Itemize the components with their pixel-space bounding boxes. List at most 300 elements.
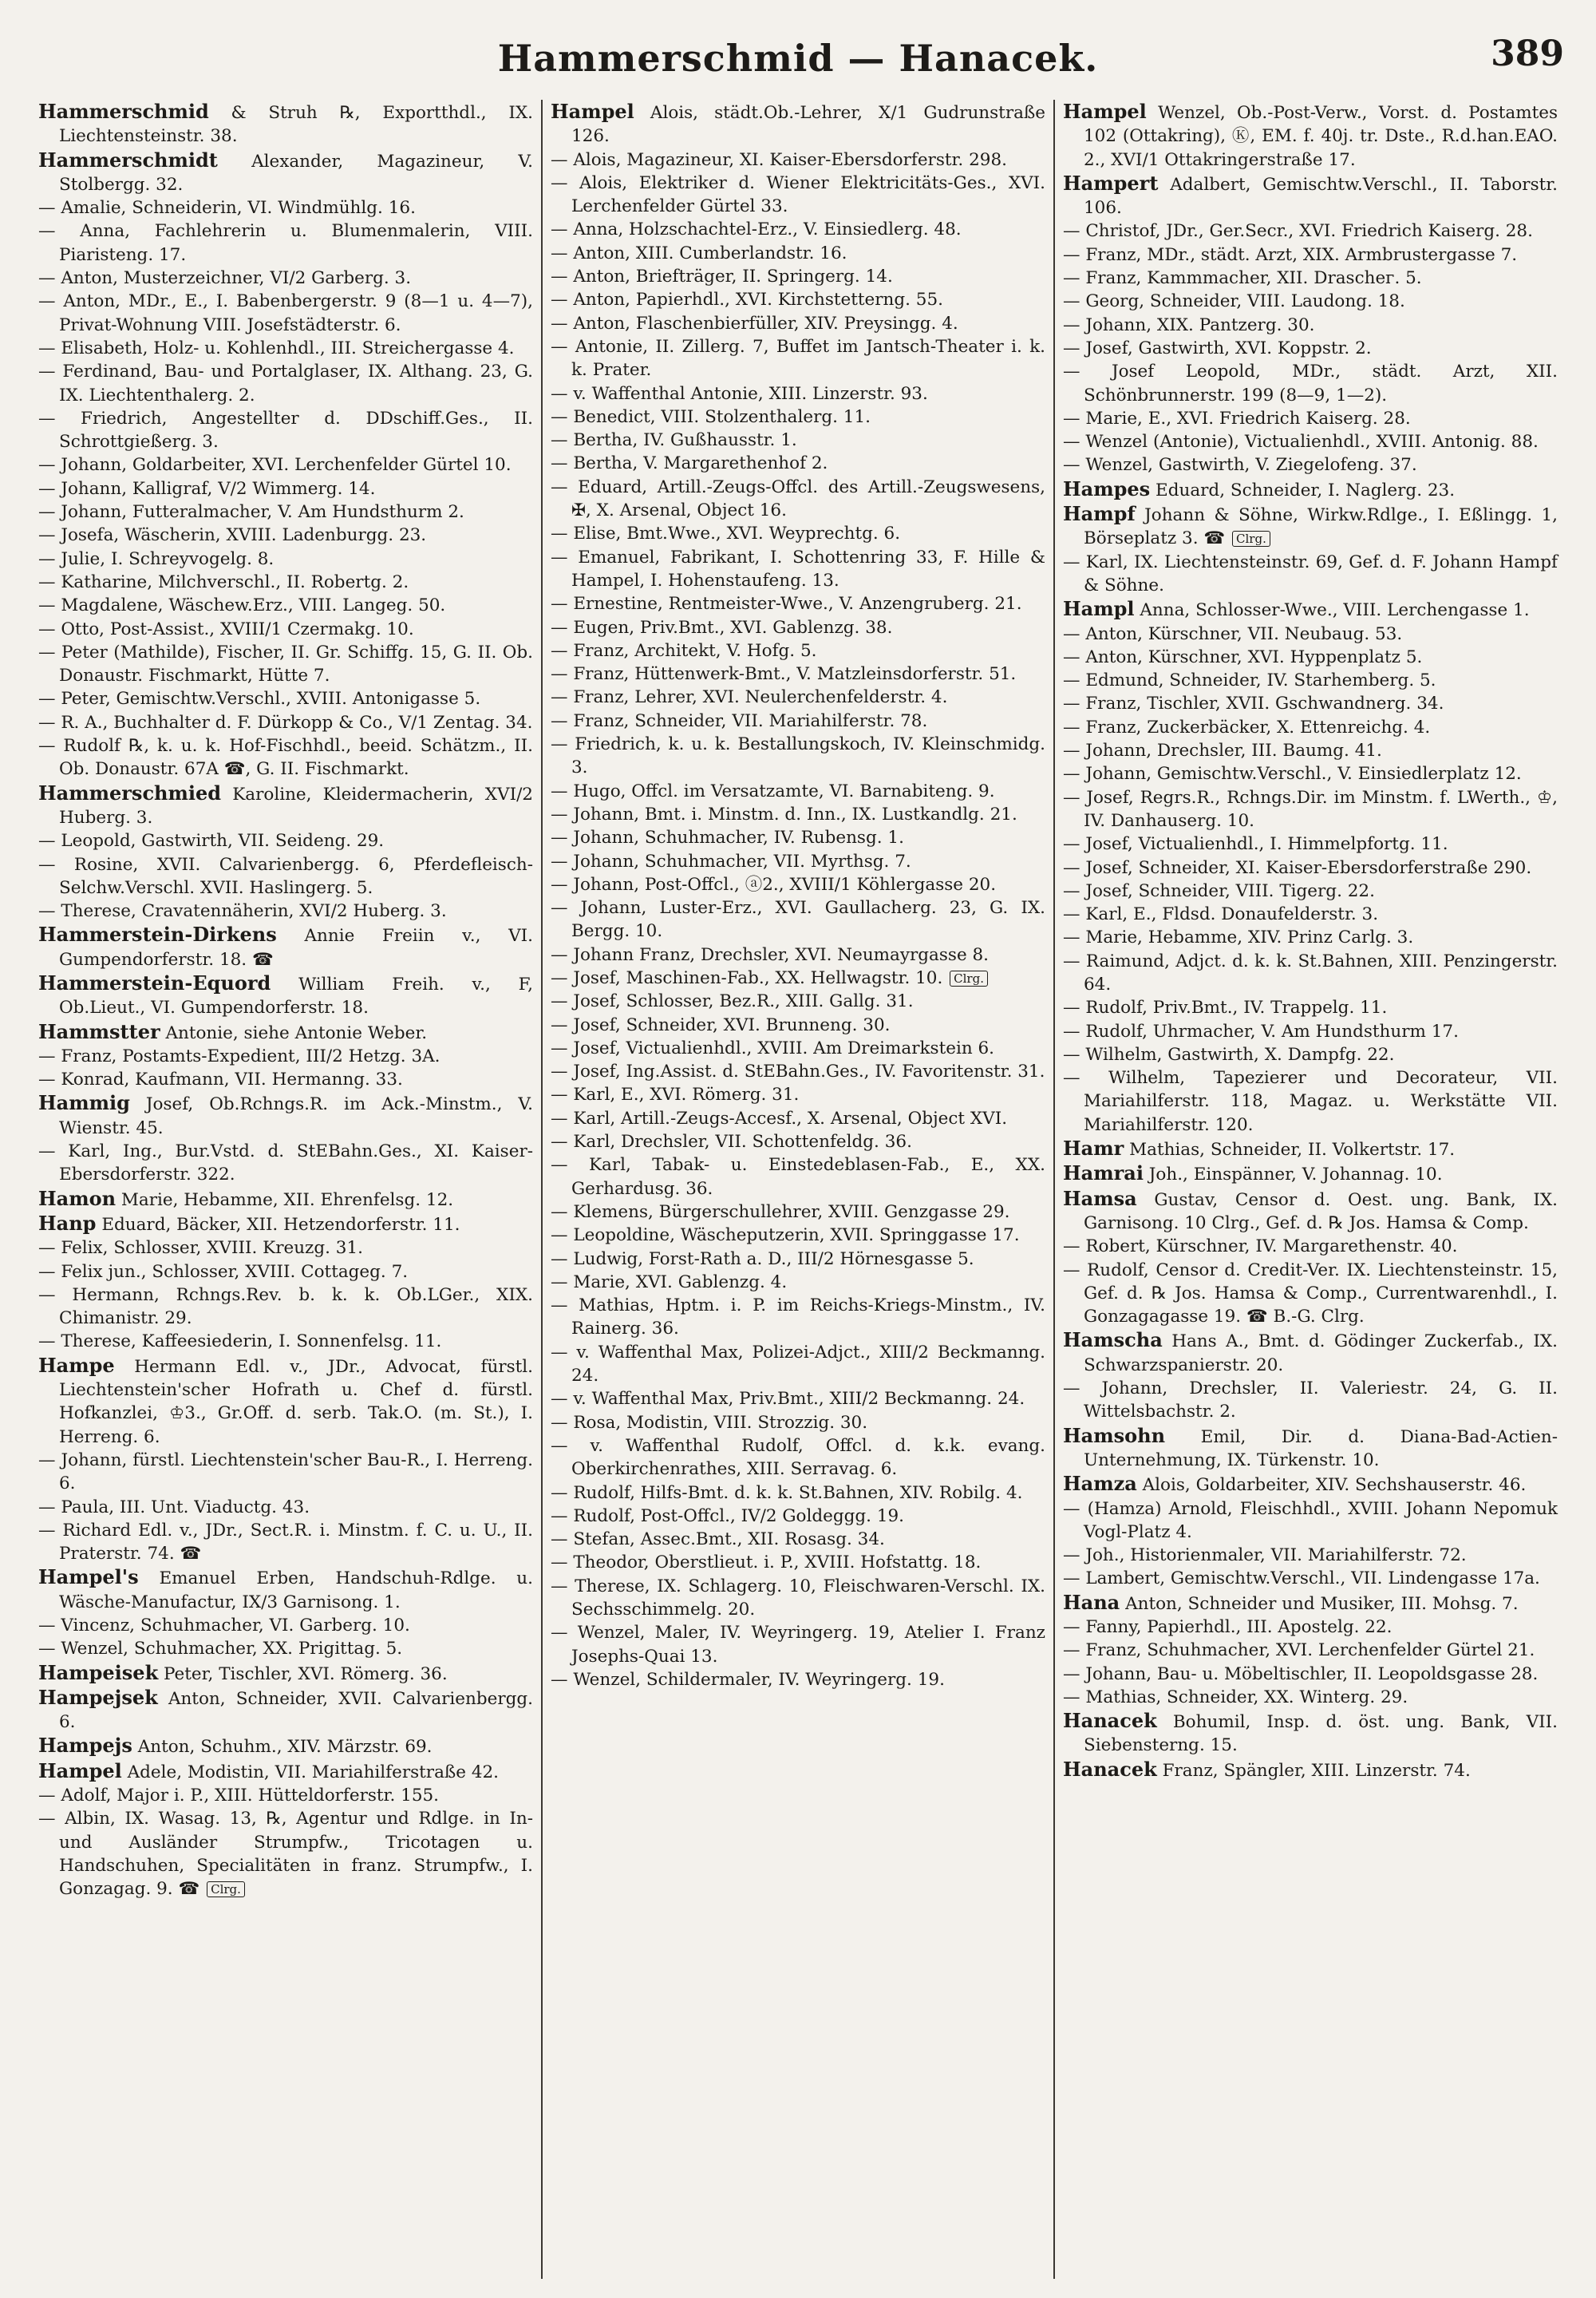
directory-entry <box>38 1068 533 1091</box>
entry-text: — Stefan, Assec.Bmt., XII. Rosasg. 34. <box>551 1529 885 1550</box>
directory-entry <box>1063 1328 1558 1377</box>
entry-text: — v. Waffenthal Max, Polizei-Adjct., XIII/2 Beckmanng. 24. <box>551 1342 1045 1386</box>
directory-entry <box>1063 314 1558 337</box>
clearing-badge: Clrg. <box>1232 531 1270 547</box>
directory-entry <box>38 477 533 500</box>
directory-entry <box>1063 502 1558 551</box>
directory-entry <box>551 1107 1045 1130</box>
directory-entry <box>1063 1497 1558 1545</box>
directory-entry <box>551 592 1045 615</box>
directory-entry <box>1063 1020 1558 1043</box>
directory-entry <box>551 1341 1045 1388</box>
directory-entry <box>551 522 1045 545</box>
directory-entry <box>1063 172 1558 220</box>
entry-surname: Hampl <box>1063 597 1135 621</box>
directory-entry <box>1063 903 1558 926</box>
entry-text: — Rosine, XVII. Calvarienbergg. 6, Pferdefleisch-Selchw.Verschl. XVII. Haslingerg. 5. <box>38 854 533 898</box>
entry-text: — Christof, JDr., Ger.Secr., XVI. Friedrich Kaiserg. 28. <box>1063 221 1533 242</box>
directory-entry <box>38 196 533 220</box>
entry-text: — Franz, Architekt, V. Hofg. 5. <box>551 640 817 661</box>
entry-text: — v. Waffenthal Rudolf, Offcl. d. k.k. evang. Oberkirchenrathes, XIII. Serravag. 6. <box>551 1435 1045 1480</box>
directory-entry <box>551 873 1045 896</box>
entry-surname: Hamrai <box>1063 1161 1144 1185</box>
directory-entry <box>551 1037 1045 1060</box>
entry-text: — Theodor, Oberstlieut. i. P., XVIII. Hofstattg. 18. <box>551 1552 982 1573</box>
entry-text: Bohumil, Insp. d. öst. ung. Bank, VII. Siebensterng. 15. <box>1084 1712 1558 1756</box>
entry-text: — Karl, Tabak- u. Einstedeblasen-Fab., E., XX. Gerhardusg. 36. <box>551 1155 1045 1199</box>
directory-entry <box>38 267 533 290</box>
entry-text: — Felix jun., Schlosser, XVIII. Cottageg. 7. <box>38 1261 409 1282</box>
entry-text: — Paula, III. Unt. Viaductg. 43. <box>38 1497 310 1517</box>
directory-entry <box>551 780 1045 803</box>
directory-entry <box>551 1271 1045 1294</box>
entry-text: — Therese, Kaffeesiederin, I. Sonnenfelsg. 11. <box>38 1331 442 1352</box>
directory-entry <box>38 1637 533 1660</box>
entry-text: — Josef, Victualienhdl., XVIII. Am Dreimarkstein 6. <box>551 1038 995 1058</box>
directory-entry <box>1063 430 1558 453</box>
entry-text: — Konrad, Kaufmann, VII. Hermanng. 33. <box>38 1070 403 1090</box>
entry-text: Hermann Edl. v., JDr., Advocat, fürstl. Liechtenstein'scher Hofrath u. Chef d. fürstl. Hofkanzlei, ♔3., Gr.Off. d. serb. Tak.O. (m. St.), I. Herreng. 6. <box>59 1356 533 1447</box>
entry-text: — Johann, Futteralmacher, V. Am Hundsthurm 2. <box>38 502 464 523</box>
directory-entry <box>551 1551 1045 1574</box>
directory-entry <box>1063 646 1558 669</box>
entry-text: — Karl, Drechsler, VII. Schottenfeldg. 36. <box>551 1132 912 1153</box>
directory-entry <box>1063 786 1558 833</box>
directory-entry <box>1063 1616 1558 1639</box>
entry-surname: Hampejsek <box>38 1685 158 1709</box>
directory-entry <box>1063 716 1558 739</box>
entry-text: — Josef, Schneider, XVI. Brunneng. 30. <box>551 1015 891 1035</box>
entry-surname: Hampes <box>1063 477 1151 500</box>
directory-entry <box>551 710 1045 733</box>
directory-entry <box>38 1807 533 1900</box>
directory-entry <box>38 290 533 337</box>
entry-surname: Hampert <box>1063 171 1159 195</box>
entry-surname: Hammerstein-Equord <box>38 971 271 995</box>
entry-text: — Johann, Schuhmacher, VII. Myrthsg. 7. <box>551 851 911 872</box>
entry-text: — v. Waffenthal Antonie, XIII. Linzerstr. 93. <box>551 383 928 404</box>
entry-text: — Franz, Tischler, XVII. Gschwandnerg. 34. <box>1063 694 1444 714</box>
entry-text: Wenzel, Ob.-Post-Verw., Vorst. d. Postamtes 102 (Ottakring), Ⓚ, EM. f. 40j. tr. Dste., R.d.han.EAO. 2., XVI/1 Ottakringerstraße 17. <box>1084 103 1558 170</box>
directory-entry <box>1063 360 1558 407</box>
entry-text: — Fanny, Papierhdl., III. Apostelg. 22. <box>1063 1617 1393 1637</box>
page-header <box>32 32 1564 88</box>
entry-text: — Johann, fürstl. Liechtenstein'scher Bau-R., I. Herreng. 6. <box>38 1450 533 1494</box>
directory-entry <box>1063 762 1558 785</box>
directory-entry <box>1063 1259 1558 1329</box>
entry-text: — Antonie, II. Zillerg. 7, Buffet im Jantsch-Theater i. k. k. Prater. <box>551 336 1045 381</box>
entry-text: — Johann Franz, Drechsler, XVI. Neumayrgasse 8. <box>551 944 990 965</box>
entry-text: — Johann, Gemischtw.Verschl., V. Einsiedlerplatz 12. <box>1063 764 1522 785</box>
entry-text: Johann & Söhne, Wirkw.Rdlge., I. Eßlingg. 1, Börseplatz 3. ☎ <box>1084 505 1558 549</box>
directory-entry <box>38 1330 533 1353</box>
directory-entry <box>551 733 1045 780</box>
entry-text: Eduard, Schneider, I. Naglerg. 23. <box>1156 480 1456 500</box>
directory-entry <box>1063 407 1558 430</box>
entry-text: — Vincenz, Schuhmacher, VI. Garberg. 10. <box>38 1616 410 1635</box>
entry-text: — Therese, IX. Schlagerg. 10, Fleischwaren-Verschl. IX. Sechsschimmelg. 20. <box>551 1576 1045 1620</box>
entry-text: — Anton, Kürschner, XVI. Hyppenplatz 5. <box>1063 647 1423 667</box>
directory-entry <box>551 1014 1045 1037</box>
directory-entry <box>1063 1043 1558 1066</box>
entry-text: — Josef, Schneider, XI. Kaiser-Ebersdorferstraße 290. <box>1063 857 1532 878</box>
entry-surname: Hanp <box>38 1211 97 1235</box>
entry-text: — Elise, Bmt.Wwe., XVI. Weyprechtg. 6. <box>551 524 901 544</box>
clearing-badge: Clrg. <box>950 971 988 987</box>
entry-text: Joh., Einspänner, V. Johannag. 10. <box>1148 1165 1443 1185</box>
directory-entry <box>38 100 533 148</box>
directory-entry <box>551 1153 1045 1200</box>
directory-entry <box>551 990 1045 1013</box>
entry-text: — R. A., Buchhalter d. F. Dürkopp & Co., V/1 Zentag. 34. <box>38 712 533 733</box>
directory-entry <box>38 971 533 1020</box>
directory-entry <box>551 686 1045 709</box>
directory-entry <box>38 1260 533 1283</box>
directory-entry <box>1063 833 1558 856</box>
directory-entry <box>551 1083 1045 1106</box>
entry-surname: Hana <box>1063 1590 1120 1614</box>
entry-text: — Josef, Regrs.R., Rchngs.Dir. im Minstm. f. LWerth., ♔, IV. Danhauserg. 10. <box>1063 787 1558 831</box>
entry-text: — Anton, Kürschner, VII. Neubaug. 53. <box>1063 623 1403 644</box>
directory-entry <box>551 1387 1045 1410</box>
entry-surname: Hampe <box>38 1353 115 1377</box>
directory-column-2 <box>541 100 1053 2279</box>
entry-surname: Hammstter <box>38 1019 160 1043</box>
entry-text: — Anna, Holzschachtel-Erz., V. Einsiedlerg. 48. <box>551 220 962 240</box>
directory-entry <box>551 663 1045 686</box>
entry-text: — Elisabeth, Holz- u. Kohlenhdl., III. Streichergasse 4. <box>38 338 515 358</box>
directory-entry <box>551 1294 1045 1341</box>
entry-text: — Otto, Post-Assist., XVIII/1 Czermakg. 10. <box>38 619 414 639</box>
directory-entry <box>1063 926 1558 949</box>
entry-text: Anton, Schneider und Musiker, III. Mohsg. 7. <box>1125 1593 1519 1614</box>
directory-entry <box>551 1434 1045 1481</box>
entry-text: Gustav, Censor d. Oest. ung. Bank, IX. Garnisong. 10 Clrg., Gef. d. ℞ Jos. Hamsa & Comp. <box>1084 1189 1558 1233</box>
entry-text: — Franz, Zuckerbäcker, X. Ettenreichg. 4. <box>1063 717 1431 738</box>
entry-text: — Lambert, Gemischtw.Verschl., VII. Lindengasse 17a. <box>1063 1568 1540 1589</box>
entry-text: — Marie, Hebamme, XIV. Prinz Carlg. 3. <box>1063 928 1414 948</box>
directory-entry <box>551 826 1045 849</box>
directory-entry <box>38 923 533 971</box>
directory-entry <box>1063 880 1558 903</box>
entry-text: — Alois, Elektriker d. Wiener Elektricitäts-Ges., XVI. Lerchenfelder Gürtel 33. <box>551 172 1045 217</box>
directory-entry <box>1063 996 1558 1019</box>
directory-entry <box>551 148 1045 172</box>
directory-entry <box>38 571 533 594</box>
entry-text: — Rudolf ℞, k. u. k. Hof-Fischhdl., beeid. Schätzm., II. Ob. Donaustr. 67A ☎, G. II. Fischmarkt. <box>38 736 533 780</box>
directory-entry <box>551 335 1045 382</box>
directory-entry <box>38 1187 533 1212</box>
entry-text: Franz, Spängler, XIII. Linzerstr. 74. <box>1162 1760 1471 1781</box>
entry-text: — v. Waffenthal Max, Priv.Bmt., XIII/2 Beckmanng. 24. <box>551 1389 1025 1410</box>
directory-entry <box>1063 1686 1558 1709</box>
directory-entry <box>1063 669 1558 692</box>
directory-entry <box>1063 856 1558 880</box>
entry-surname: Hamsa <box>1063 1186 1137 1210</box>
entry-text: — Johann, Goldarbeiter, XVI. Lerchenfelder Gürtel 10. <box>38 455 512 476</box>
entry-text: — (Hamza) Arnold, Fleischhdl., XVIII. Johann Nepomuk Vogl-Platz 4. <box>1063 1498 1558 1542</box>
entry-text: — Eduard, Artill.-Zeugs-Offcl. des Artill.-Zeugswesens, ✠, X. Arsenal, Object 16. <box>551 477 1045 521</box>
entry-surname: Hamr <box>1063 1137 1124 1161</box>
entry-text: — Franz, Postamts-Expedient, III/2 Hetzg. 3A. <box>38 1046 440 1066</box>
directory-entry <box>38 524 533 547</box>
entry-text: — Josef, Gastwirth, XVI. Koppstr. 2. <box>1063 338 1372 358</box>
entry-text: — Karl, E., Fldsd. Donaufelderstr. 3. <box>1063 904 1379 925</box>
directory-entry <box>1063 551 1558 598</box>
directory-entry <box>38 148 533 197</box>
entry-text: — Wilhelm, Tapezierer und Decorateur, VII. Mariahilferstr. 118, Magaz. u. Werkstätte VII. Mariahilferstr. 120. <box>1063 1068 1558 1135</box>
directory-entry <box>1063 477 1558 502</box>
entry-text: Adele, Modistin, VII. Mariahilferstraße 42. <box>127 1762 500 1782</box>
entry-text: Antonie, siehe Antonie Weber. <box>165 1022 428 1043</box>
entry-text: — Joh., Historienmaler, VII. Mariahilferstr. 72. <box>1063 1545 1467 1566</box>
directory-entry <box>38 1449 533 1496</box>
entry-text: — Karl, IX. Liechtensteinstr. 69, Gef. d. F. Johann Hampf & Söhne. <box>1063 552 1558 595</box>
entry-text: — Emanuel, Fabrikant, I. Schottenring 33, F. Hille & Hampel, I. Hohenstaufeng. 13. <box>551 547 1045 591</box>
entry-text: — Klemens, Bürgerschullehrer, XVIII. Genzgasse 29. <box>551 1201 1010 1222</box>
directory-entry <box>38 220 533 267</box>
entry-surname: Hampel <box>551 100 634 123</box>
directory-entry <box>1063 220 1558 243</box>
entry-text: — Magdalene, Wäschew.Erz., VIII. Langeg. 50. <box>38 595 446 616</box>
entry-text: — Rosa, Modistin, VIII. Strozzig. 30. <box>551 1412 868 1433</box>
entry-text: — Felix, Schlosser, XVIII. Kreuzg. 31. <box>38 1238 363 1259</box>
entry-surname: Hampel <box>1063 100 1147 123</box>
directory-entry <box>1063 1187 1558 1236</box>
directory-entry <box>1063 337 1558 360</box>
entry-text: — Johann, XIX. Pantzerg. 30. <box>1063 314 1315 335</box>
directory-entry <box>38 500 533 524</box>
entry-text: — Wenzel, Schildermaler, IV. Weyringerg. 19. <box>551 1669 945 1690</box>
entry-surname: Hamscha <box>1063 1328 1163 1352</box>
clearing-badge: Clrg. <box>207 1881 245 1897</box>
directory-entry <box>551 1224 1045 1247</box>
entry-text: — Johann, Post-Offcl., ⓐ2., XVIII/1 Köhlergasse 20. <box>551 874 997 895</box>
entry-text: Mathias, Schneider, II. Volkertstr. 17. <box>1129 1140 1456 1161</box>
directory-entry <box>1063 623 1558 646</box>
directory-entry <box>1063 100 1558 172</box>
directory-entry <box>551 639 1045 663</box>
entry-text: Emil, Dir. d. Diana-Bad-Actien-Unternehmung, IX. Türkenstr. 10. <box>1084 1426 1558 1470</box>
directory-entry <box>1063 739 1558 762</box>
directory-column-1 <box>30 100 541 2279</box>
entry-text: — Karl, Artill.-Zeugs-Accesf., X. Arsenal, Object XVI. <box>551 1108 1008 1129</box>
directory-entry <box>551 312 1045 335</box>
entry-text: — Johann, Drechsler, III. Baumg. 41. <box>1063 741 1382 761</box>
directory-entry <box>1063 1137 1558 1161</box>
directory-entry <box>551 1060 1045 1083</box>
entry-text: — Anton, XIII. Cumberlandstr. 16. <box>551 243 847 263</box>
directory-entry <box>38 781 533 830</box>
directory-entry <box>38 453 533 477</box>
directory-entry <box>1063 453 1558 477</box>
directory-entry <box>38 1661 533 1686</box>
directory-entry <box>1063 1591 1558 1616</box>
entry-text: — Ferdinand, Bau- und Portalglaser, IX. Althang. 23, G. IX. Liechtenthalerg. 2. <box>38 362 533 405</box>
entry-text: — Friedrich, Angestellter d. DDschiff.Ges., II. Schrottgießerg. 3. <box>38 408 533 453</box>
directory-entry <box>1063 1567 1558 1590</box>
entry-surname: Hamza <box>1063 1472 1137 1496</box>
entry-text: — Josef, Victualienhdl., I. Himmelpfortg. 11. <box>1063 834 1448 855</box>
directory-entry <box>551 1575 1045 1622</box>
entry-text: — Josef, Schneider, VIII. Tigerg. 22. <box>1063 880 1375 901</box>
entry-text: — Leopoldine, Wäscheputzerin, XVII. Springgasse 17. <box>551 1225 1020 1246</box>
entry-text: — Rudolf, Priv.Bmt., IV. Trappelg. 11. <box>1063 998 1388 1018</box>
entry-surname: Hammig <box>38 1091 130 1115</box>
entry-text: — Rudolf, Post-Offcl., IV/2 Goldeggg. 19. <box>551 1505 905 1526</box>
entry-text: — Anton, Papierhdl., XVI. Kirchstetterng. 55. <box>551 290 944 310</box>
directory-entry <box>1063 950 1558 997</box>
directory-entry <box>1063 1639 1558 1662</box>
entry-text: — Peter, Gemischtw.Verschl., XVIII. Antonigasse 5. <box>38 689 481 710</box>
directory-entry <box>551 850 1045 873</box>
directory-entry <box>38 1686 533 1734</box>
directory-entry <box>551 1505 1045 1528</box>
entry-text: — Josef, Maschinen-Fab., XX. Hellwagstr. 10. <box>551 967 943 988</box>
entry-text: — Edmund, Schneider, IV. Starhemberg. 5. <box>1063 670 1436 691</box>
entry-text: — Friedrich, k. u. k. Bestallungskoch, IV. Kleinschmidg. 3. <box>551 734 1045 778</box>
directory-entry <box>1063 1235 1558 1258</box>
directory-entry <box>551 476 1045 523</box>
entry-text: — Leopold, Gastwirth, VII. Seideng. 29. <box>38 831 385 852</box>
entry-text: — Rudolf, Hilfs-Bmt. d. k. k. St.Bahnen, XIV. Robilg. 4. <box>551 1482 1023 1503</box>
directory-entry <box>551 1481 1045 1505</box>
entry-text: Alexander, Magazineur, V. Stolbergg. 32. <box>59 151 533 195</box>
directory-entry <box>38 1614 533 1637</box>
entry-text: Anton, Schneider, XVII. Calvarienbergg. 6. <box>59 1688 533 1733</box>
entry-text: Eduard, Bäcker, XII. Hetzendorferstr. 11. <box>101 1214 460 1235</box>
directory-entry <box>38 711 533 734</box>
directory-entry <box>551 288 1045 311</box>
directory-entry <box>38 1020 533 1045</box>
entry-surname: Hamon <box>38 1186 117 1210</box>
entry-surname: Hammerschmidt <box>38 148 218 172</box>
directory-entry <box>551 1130 1045 1153</box>
directory-entry <box>551 1248 1045 1271</box>
entry-text: — Anton, Musterzeichner, VI/2 Garberg. 3. <box>38 268 412 289</box>
directory-entry <box>1063 1066 1558 1137</box>
entry-text: Karoline, Kleidermacherin, XVI/2 Huberg. 3. <box>59 784 533 828</box>
directory-entry <box>38 1734 533 1758</box>
entry-text: — Bertha, V. Margarethenhof 2. <box>551 453 828 474</box>
entry-text: — Amalie, Schneiderin, VI. Windmühlg. 16. <box>38 198 416 219</box>
directory-entry <box>551 172 1045 219</box>
directory-entry <box>38 900 533 923</box>
directory-entry <box>38 734 533 781</box>
entry-text: — Adolf, Major i. P., XIII. Hütteldorferstr. 155. <box>38 1786 440 1806</box>
entry-text: Anton, Schuhm., XIV. Märzstr. 69. <box>137 1737 433 1758</box>
directory-entry <box>38 1759 533 1784</box>
directory-entry <box>38 1236 533 1260</box>
directory-entry <box>38 1283 533 1331</box>
entry-text: — Georg, Schneider, VIII. Laudong. 18. <box>1063 291 1405 312</box>
directory-entry <box>551 1200 1045 1224</box>
entry-text: — Hugo, Offcl. im Versatzamte, VI. Barnabiteng. 9. <box>551 781 995 801</box>
directory-entry <box>38 829 533 852</box>
directory-entry <box>38 1519 533 1566</box>
directory-entry <box>1063 1663 1558 1686</box>
entry-text: — Marie, XVI. Gablenzg. 4. <box>551 1272 788 1292</box>
entry-text: Hans A., Bmt. d. Gödinger Zuckerfab., IX. Schwarzspanierstr. 20. <box>1084 1331 1558 1375</box>
entry-text: — Katharine, Milchverschl., II. Robertg. 2. <box>38 572 409 592</box>
entry-text: — Karl, E., XVI. Römerg. 31. <box>551 1085 800 1105</box>
entry-text: Adalbert, Gemischtw.Verschl., II. Taborstr. 106. <box>1084 174 1558 219</box>
entry-text: — Rudolf, Censor d. Credit-Ver. IX. Liechtensteinstr. 15, Gef. d. ℞ Jos. Hamsa & Comp., Currentwarenhdl., I. Gonzagagasse 19. ☎ B.-G. Clrg. <box>1063 1260 1558 1327</box>
entry-text: — Johann, Bmt. i. Minstm. d. Inn., IX. Lustkandlg. 21. <box>551 804 1017 825</box>
directory-entry <box>1063 1758 1558 1782</box>
entry-text: Alois, städt.Ob.-Lehrer, X/1 Gudrunstraße 126. <box>571 103 1046 147</box>
directory-entry <box>551 218 1045 241</box>
entry-text: & Struh ℞, Exportthdl., IX. Liechtensteinstr. 38. <box>59 103 533 147</box>
directory-entry <box>1063 692 1558 715</box>
directory-entry <box>38 1496 533 1519</box>
entry-text: — Franz, Lehrer, XVI. Neulerchenfelderstr. 4. <box>551 687 948 708</box>
entry-text: — Therese, Cravatennäherin, XVI/2 Huberg. 3. <box>38 901 447 922</box>
entry-surname: Hanacek <box>1063 1757 1157 1781</box>
entry-text: — Wenzel, Gastwirth, V. Ziegelofeng. 37. <box>1063 455 1417 476</box>
directory-entry <box>551 1528 1045 1551</box>
directory-entry <box>1063 1544 1558 1567</box>
entry-text: — Wenzel, Maler, IV. Weyringerg. 19, Atelier I. Franz Josephs-Quai 13. <box>551 1623 1045 1667</box>
directory-entry <box>1063 243 1558 267</box>
directory-entry <box>551 1411 1045 1434</box>
directory-entry <box>551 967 1045 990</box>
entry-text: — Johann, Bau- u. Möbeltischler, II. Leopoldsgasse 28. <box>1063 1663 1539 1684</box>
directory-entry <box>38 1784 533 1807</box>
directory-entry <box>38 687 533 710</box>
directory-entry <box>1063 1424 1558 1473</box>
directory-entry <box>38 1045 533 1068</box>
entry-text: — Franz, Kammmacher, XII. Draschег. 5. <box>1063 268 1422 289</box>
page-number: 389 <box>1491 34 1564 74</box>
directory-entry <box>1063 1709 1558 1758</box>
entry-surname: Hamsohn <box>1063 1423 1166 1447</box>
directory-columns <box>30 100 1566 2279</box>
directory-column-3 <box>1053 100 1566 2279</box>
entry-surname: Hampel <box>38 1758 122 1782</box>
entry-text: — Anna, Fachlehrerin u. Blumenmalerin, VIII. Piaristeng. 17. <box>38 221 533 265</box>
directory-entry <box>38 594 533 617</box>
entry-text: — Rudolf, Uhrmacher, V. Am Hundsthurm 17. <box>1063 1021 1459 1042</box>
directory-entry <box>551 452 1045 475</box>
directory-entry <box>38 1354 533 1449</box>
directory-entry <box>1063 290 1558 313</box>
directory-entry <box>38 337 533 360</box>
entry-text: — Wilhelm, Gastwirth, X. Dampfg. 22. <box>1063 1044 1395 1065</box>
entry-surname: Hampeisek <box>38 1660 159 1684</box>
entry-text: — Franz, MDr., städt. Arzt, XIX. Armbrustergasse 7. <box>1063 244 1518 265</box>
directory-entry <box>38 618 533 641</box>
directory-entry <box>38 1565 533 1614</box>
directory-entry <box>1063 1161 1558 1186</box>
entry-text: — Josef, Ing.Assist. d. StEBahn.Ges., IV. Favoritenstr. 31. <box>551 1062 1045 1082</box>
entry-text: Annie Freiin v., VI. Gumpendorferstr. 18. ☎ <box>59 926 533 970</box>
entry-text: Marie, Hebamme, XII. Ehrenfelsg. 12. <box>120 1189 454 1210</box>
directory-entry <box>38 1212 533 1236</box>
directory-entry <box>38 641 533 688</box>
entry-text: — Peter (Mathilde), Fischer, II. Gr. Schiffg. 15, G. II. Ob. Donaustr. Fischmarkt, Hütte 7. <box>38 642 533 686</box>
entry-surname: Hampejs <box>38 1734 132 1758</box>
entry-text: — Mathias, Hptm. i. P. im Reichs-Kriegs-Minstm., IV. Rainerg. 36. <box>551 1295 1045 1339</box>
entry-text: — Johann, Schuhmacher, IV. Rubensg. 1. <box>551 828 904 848</box>
directory-entry <box>551 1621 1045 1668</box>
entry-surname: Hammerschmied <box>38 781 222 805</box>
entry-text: Anna, Schlosser-Wwe., VIII. Lerchengasse 1. <box>1140 600 1530 621</box>
entry-text: — Raimund, Adjct. d. k. k. St.Bahnen, XIII. Penzingerstr. 64. <box>1063 951 1558 995</box>
entry-text: — Robert, Kürschner, IV. Margarethenstr. 40. <box>1063 1236 1458 1257</box>
directory-entry <box>551 382 1045 405</box>
entry-text: — Mathias, Schneider, XX. Winterg. 29. <box>1063 1687 1408 1707</box>
